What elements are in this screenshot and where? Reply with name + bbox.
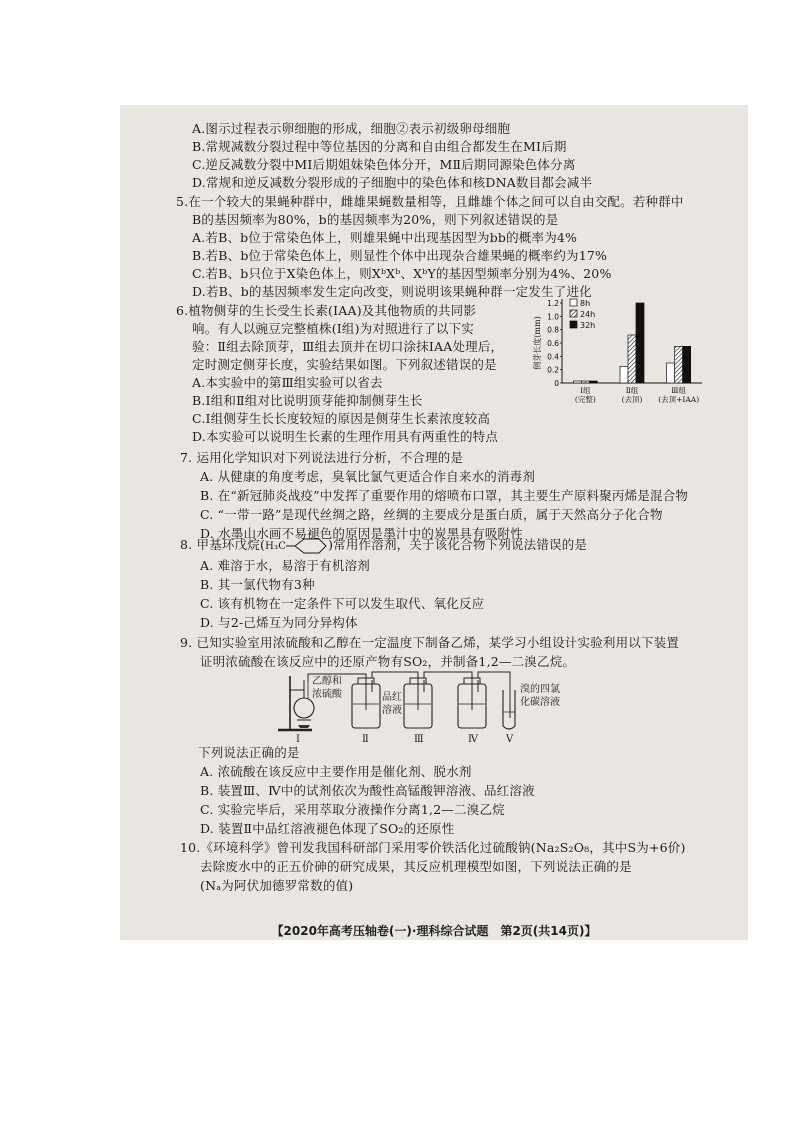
y-tick-label: 0.6	[547, 339, 559, 348]
y-tick-label: 1.2	[547, 299, 559, 308]
q6-option-b: B.Ⅰ组和Ⅱ组对比说明顶芽能抑制侧芽生长	[192, 393, 423, 408]
legend-label: 8h	[580, 299, 591, 308]
q8-option-a: A. 难溶于水，易溶于有机溶剂	[200, 558, 370, 573]
y-tick-label: 0.4	[547, 352, 559, 362]
bromine-label-1: 溴的四氯	[520, 684, 560, 695]
numeral-2: Ⅱ	[362, 734, 369, 745]
reagent-label-2: 浓硫酸	[312, 689, 342, 700]
y-tick-label: 0.2	[547, 365, 559, 375]
q8-methyl-group: H₃C	[265, 541, 287, 552]
x-category-label: Ⅰ组	[580, 386, 591, 395]
q6-option-a: A.本实验中的第Ⅲ组实验可以省去	[192, 375, 383, 390]
q6-stem-line1: 6.植物侧芽的生长受生长素(IAA)及其他物质的共同影	[176, 303, 477, 318]
q8-suffix: )常用作溶剂，关于该化合物下列说法错误的是	[328, 537, 588, 552]
q6-option-d: D.本实验可以说明生长素的生理作用具有两重性的特点	[192, 429, 499, 444]
q8-stem	[180, 537, 587, 554]
x-category-label: Ⅱ组	[625, 386, 639, 395]
numeral-1: Ⅰ	[296, 734, 300, 745]
q8-option-c: C. 该有机物在一定条件下可以发生取代、氧化反应	[200, 596, 485, 611]
q4-option-b: B.常规减数分裂过程中等位基因的分离和自由组合都发生在MⅠ后期	[192, 139, 567, 154]
bar-8h	[573, 381, 581, 383]
cyclopentane-ring-icon	[286, 538, 328, 554]
q10-stem-line3: (Nₐ为阿伏加德罗常数的值)	[200, 878, 354, 893]
y-tick-label: 1.0	[547, 312, 559, 322]
q7-stem: 7. 运用化学知识对下列说法进行分析，不合理的是	[180, 450, 464, 465]
q5-stem-line2: B的基因频率为80%，b的基因频率为20%，则下列叙述错误的是	[192, 212, 559, 227]
q8-prefix: 8. 甲基环戊烷(	[180, 537, 266, 552]
q9-stem-line2: 证明浓硫酸在该反应中的还原产物有SO₂，并制备1,2—二溴乙烷。	[200, 654, 576, 669]
numeral-3: Ⅲ	[414, 734, 424, 745]
q4-option-a: A.图示过程表示卵细胞的形成，细胞②表示初级卵母细胞	[192, 121, 511, 136]
bar-32h	[636, 303, 644, 383]
pinhong-label-2: 溶液	[382, 705, 402, 716]
y-axis-label: 侧芽长度(mm)	[533, 316, 542, 370]
q5-option-d: D.若B、b的基因频率发生定向改变，则说明该果蝇种群一定发生了进化	[192, 284, 592, 299]
apparatus-diagram	[270, 670, 560, 745]
q9-option-c: C. 实验完毕后，采用萃取分液操作分离1,2—二溴乙烷	[200, 802, 505, 817]
exam-page	[120, 105, 748, 940]
x-category-label: (完整)	[574, 395, 596, 404]
bar-8h	[620, 366, 628, 383]
q6-option-c: C.Ⅰ组侧芽生长长度较短的原因是侧芽生长素浓度较高	[192, 411, 491, 426]
q9-option-b: B. 装置Ⅲ、Ⅳ中的试剂依次为酸性高锰酸钾溶液、品红溶液	[200, 783, 535, 798]
numeral-5: Ⅴ	[506, 734, 514, 745]
q8-option-b: B. 其一氯代物有3种	[200, 577, 315, 592]
q7-option-b: B. 在“新冠肺炎战疫”中发挥了重要作用的熔喷布口罩，其主要生产原料聚丙烯是混合物	[200, 488, 689, 503]
q9-option-a: A. 浓硫酸在该反应中主要作用是催化剂、脱水剂	[200, 764, 472, 779]
bar-24h	[628, 335, 636, 383]
y-tick-label: 0.8	[547, 325, 559, 335]
reagent-label-1: 乙醇和	[312, 676, 342, 687]
page-footer: 【2020年高考压轴卷(一)·理科综合试题 第2页(共14页)】	[271, 924, 597, 938]
q7-option-c: C. “一带一路”是现代丝绸之路，丝绸的主要成分是蛋白质，属于天然高分子化合物	[200, 507, 663, 522]
bar-32h	[683, 346, 691, 383]
q9-question: 下列说法正确的是	[198, 745, 300, 760]
q9-stem-line1: 9. 已知实验室用浓硫酸和乙醇在一定温度下制备乙烯，某学习小组设计实验利用以下装置	[180, 635, 680, 650]
q6-stem-line3: 验：Ⅱ组去除顶芽，Ⅲ组去顶并在切口涂抹IAA处理后，	[192, 339, 504, 354]
legend-swatch-8h	[570, 299, 577, 306]
q5-stem-line1: 5.在一个较大的果蝇种群中，雌雄果蝇数量相等，且雌雄个体之间可以自由交配。若种群中	[176, 194, 684, 209]
bar-32h	[589, 381, 597, 383]
x-category-label: (去顶)	[621, 395, 643, 404]
y-tick-label: 0	[554, 379, 559, 388]
q10-stem-line1: 10.《环境科学》曾刊发我国科研部门采用零价铁活化过硫酸钠(Na₂S₂O₈，其中S为+6价)	[180, 840, 686, 855]
bar-24h	[581, 381, 589, 383]
q5-option-a: A.若B、b位于常染色体上，则雄果蝇中出现基因型为bb的概率为4%	[192, 230, 578, 245]
legend-swatch-32h	[570, 321, 577, 328]
q9-option-d: D. 装置Ⅱ中品红溶液褪色体现了SO₂的还原性	[200, 821, 455, 836]
q6-stem-line4: 定时测定侧芽长度，实验结果如图。下列叙述错误的是	[192, 357, 497, 372]
q10-stem-line2: 去除废水中的正五价砷的研究成果，其反应机理模型如图，下列说法正确的是	[200, 859, 632, 874]
q4-option-c: C.逆反减数分裂中MⅠ后期姐妹染色体分开，MⅡ后期同源染色体分离	[192, 157, 576, 172]
legend-swatch-24h	[570, 310, 577, 317]
q6-stem-line2: 响。有人以豌豆完整植株(Ⅰ组)为对照进行了以下实	[192, 321, 474, 336]
x-category-label: Ⅲ组	[671, 386, 687, 395]
pinhong-label-1: 品红	[382, 692, 402, 703]
bud-length-bar-chart	[532, 295, 708, 411]
q7-option-d: D. 水墨山水画不易褪色的原因是墨汁中的炭黑具有吸附性	[200, 526, 523, 541]
legend-label: 32h	[580, 321, 596, 330]
q4-option-d: D.常规和逆反减数分裂形成的子细胞中的染色体和核DNA数目都会减半	[192, 175, 593, 190]
numeral-4: Ⅳ	[468, 734, 478, 745]
bromine-label-2: 化碳溶液	[520, 697, 560, 708]
bar-24h	[675, 346, 683, 383]
q8-option-d: D. 与2-己烯互为同分异构体	[200, 615, 358, 630]
x-category-label: (去顶+IAA)	[658, 395, 700, 404]
q7-option-a: A. 从健康的角度考虑，臭氧比氯气更适合作自来水的消毒剂	[200, 469, 536, 484]
q5-option-c: C.若B、b只位于X染色体上，则XᵇXᵇ、XᵇY的基因型频率分别为4%、20%	[192, 266, 612, 281]
legend-label: 24h	[580, 310, 596, 319]
q5-option-b: B.若B、b位于常染色体上，则显性个体中出现杂合雄果蝇的概率约为17%	[192, 248, 608, 263]
bar-8h	[667, 363, 675, 383]
